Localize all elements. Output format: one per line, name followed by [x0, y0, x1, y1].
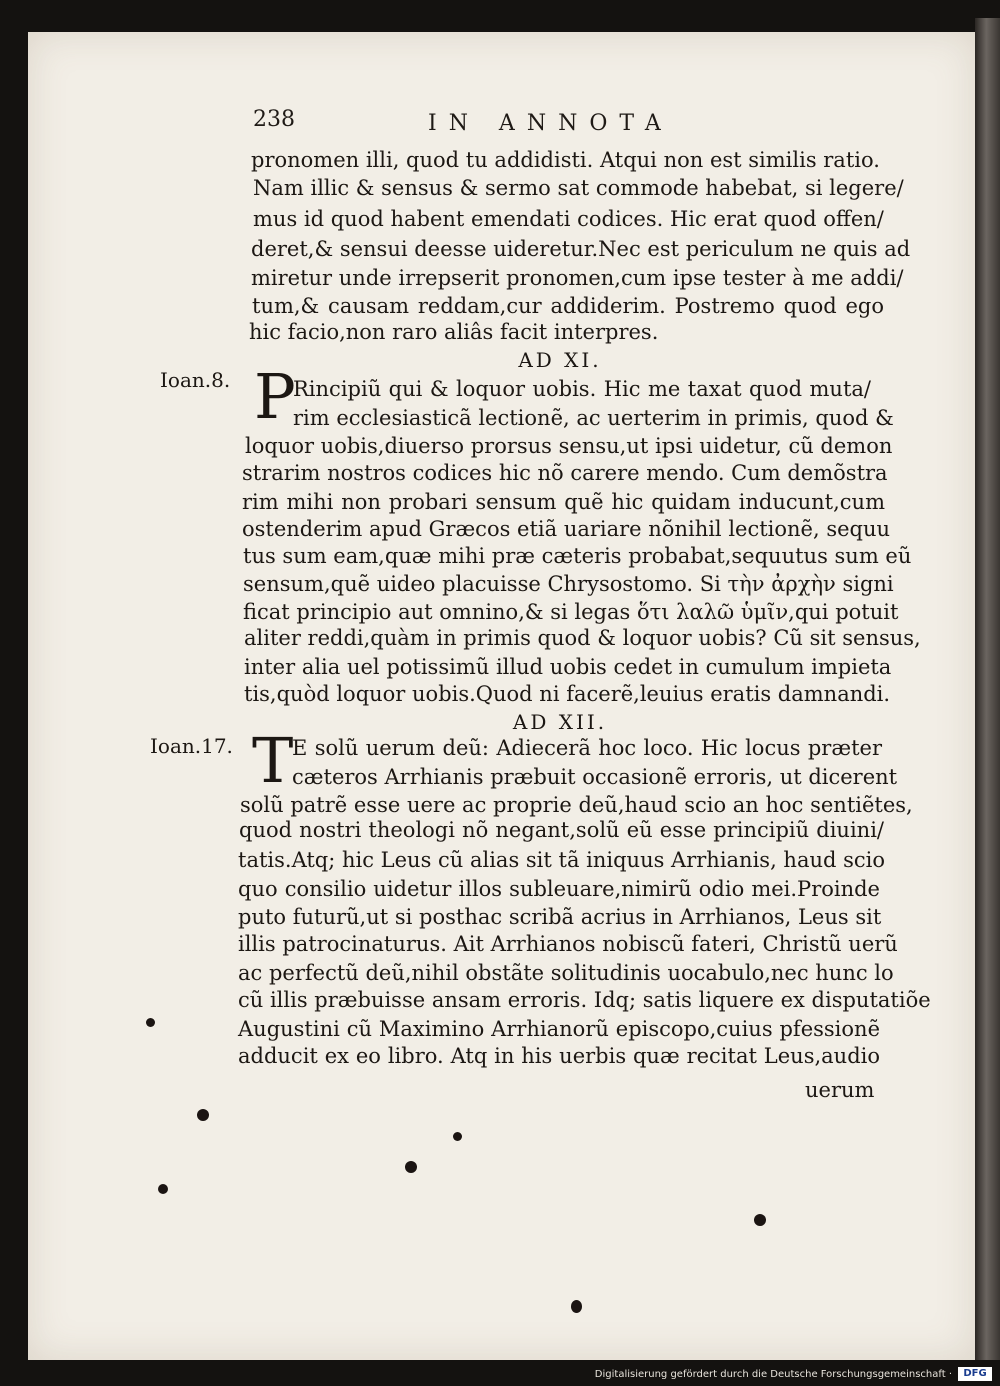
text-line: Rincipiũ qui & loquor uobis. Hic me taxat quod muta/: [293, 377, 871, 401]
text-line: tatis.Atq; hic Leus cũ alias sit tã iniquus Arrhianis, haud scio: [238, 848, 886, 872]
book-spine: [975, 18, 1000, 1360]
text-line: deret,& sensui deesse uideretur.Nec est periculum ne quis ad: [251, 237, 911, 261]
text-line: solũ patrẽ esse uere ac proprie deũ,haud scio an hoc sentiẽtes,: [240, 793, 913, 817]
text-line: tus sum eam,quæ mihi præ cæteris probabat,sequutus sum eũ: [243, 544, 912, 568]
text-line: adducit ex eo libro. Atq in his uerbis quæ recitat Leus,audio: [238, 1044, 880, 1068]
running-head: IN ANNOTA: [428, 111, 673, 136]
text-line: Nam illic & sensus & sermo sat commode habebat, si legere/: [253, 176, 904, 200]
margin-note-ioan-17: Ioan.17.: [150, 734, 233, 758]
initial-letter-t: T: [252, 724, 294, 797]
page-number: 238: [253, 107, 295, 132]
text-line: quod nostri theologi nõ negant,solũ eũ esse principiũ diuini/: [239, 818, 884, 842]
text-line: quo consilio uidetur illos subleuare,nimirũ odio mei.Proinde: [238, 877, 880, 901]
text-line: mus id quod habent emendati codices. Hic erat quod offen/: [253, 207, 884, 231]
text-line: inter alia uel potissimũ illud uobis cedet in cumulum impieta: [244, 655, 892, 679]
text-line: pronomen illi, quod tu addidisti. Atqui non est similis ratio.: [251, 148, 880, 172]
ink-spot: [158, 1184, 168, 1194]
text-line: ficat principio aut omnino,& si legas ὅτι λαλῶ ὑμῖν,qui potuit: [243, 600, 899, 624]
ink-spot: [453, 1132, 462, 1141]
text-line: sensum,quẽ uideo placuisse Chrysostomo. Si τὴν ἀρχὴν signi: [243, 572, 894, 596]
text-line: tis,quòd loquor uobis.Quod ni facerẽ,leuius eratis damnandi.: [244, 682, 891, 706]
dfg-logo: DFG: [958, 1367, 992, 1381]
text-line: cæteros Arrhianis præbuit occasionẽ erroris, ut dicerent: [292, 765, 898, 789]
text-line: ostenderim apud Græcos etiã uariare nõnihil lectionẽ, sequu: [242, 517, 891, 541]
ink-spot: [146, 1018, 155, 1027]
ink-spot: [197, 1109, 209, 1121]
text-line: aliter reddi,quàm in primis quod & loquor uobis? Cũ sit sensus,: [244, 626, 921, 650]
ink-spot: [571, 1300, 582, 1313]
text-line: rim ecclesiasticã lectionẽ, ac uerterim in primis, quod &: [293, 406, 894, 430]
text-line: rim mihi non probari sensum quẽ hic quidam inducunt,cum: [242, 490, 885, 514]
text-line: tum,& causam reddam,cur addiderim. Postremo quod ego: [252, 294, 884, 318]
text-line: E solũ uerum deũ: Adiecerã hoc loco. Hic locus præter: [292, 736, 882, 760]
ink-spot: [754, 1214, 766, 1226]
ink-spot: [405, 1161, 417, 1173]
text-line: loquor uobis,diuerso prorsus sensu,ut ipsi uidetur, cũ demon: [245, 434, 893, 458]
text-line: ac perfectũ deũ,nihil obstãte solitudinis uocabulo,nec hunc lo: [238, 961, 894, 985]
text-line: hic facio,non raro aliâs facit interpres.: [249, 320, 659, 344]
text-line: illis patrocinaturus. Ait Arrhianos nobiscũ fateri, Christũ uerũ: [238, 932, 898, 956]
text-line: miretur unde irrepserit pronomen,cum ipse tester à me addi/: [251, 266, 904, 290]
digitization-credit: Digitalisierung gefördert durch die Deutsche Forschungsgemeinschaft ·: [594, 1369, 952, 1380]
section-heading-xii: AD XII.: [512, 710, 608, 734]
text-line: cũ illis præbuisse ansam erroris. Idq; satis liquere ex disputatiõe: [238, 988, 931, 1012]
section-heading-xi: AD XI.: [518, 348, 602, 372]
page-header: [253, 103, 723, 143]
initial-letter-p: P: [254, 360, 296, 433]
text-line: puto futurũ,ut si posthac scribã acrius in Arrhianos, Leus sit: [238, 905, 882, 929]
margin-note-ioan-8: Ioan.8.: [160, 368, 231, 392]
catchword: uerum: [805, 1078, 875, 1102]
text-line: Augustini cũ Maximino Arrhianorũ episcopo,cuius pfessionẽ: [238, 1017, 880, 1041]
text-line: strarim nostros codices hic nõ carere mendo. Cum demõstra: [242, 461, 888, 485]
